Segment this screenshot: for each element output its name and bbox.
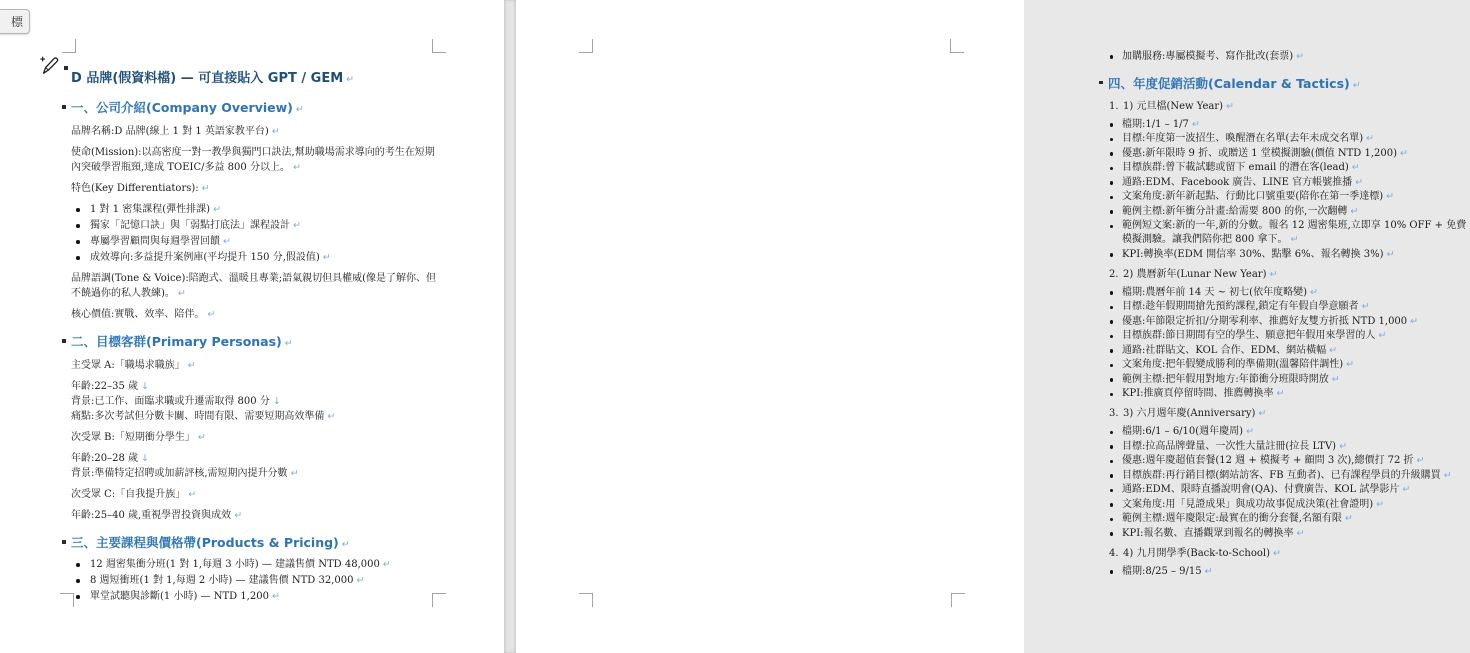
pilcrow-return-mark: ↵	[1416, 455, 1425, 466]
text-run: 通路:EDM、限時直播說明會(QA)、付費廣告、KOL 試學影片	[1122, 484, 1400, 495]
bullet-icon	[1110, 123, 1114, 127]
paragraph[interactable]	[71, 379, 439, 424]
bullet-item[interactable]	[1108, 219, 1470, 247]
text-run: 12 週密集衝分班(1 對 1,每週 3 小時) — 建議售價 NTD 48,000	[90, 559, 380, 570]
text-run: 4) 九月開學季(Back-to-School)	[1123, 547, 1270, 559]
bullet-item[interactable]	[71, 234, 439, 249]
pilcrow-return-mark: ↵	[1378, 330, 1387, 341]
text-run: 2) 農曆新年(Lunar New Year)	[1123, 268, 1267, 280]
outline-marker-icon	[62, 105, 66, 109]
text-run: 單堂試聽與診斷(1 小時) — NTD 1,200	[90, 591, 269, 602]
text-run: 目標:趁年假期間搶先預約課程,鎖定有年假自學意願者	[1122, 301, 1359, 312]
document-page-1[interactable]	[0, 0, 504, 653]
pilcrow-return-mark: ↵	[1376, 498, 1385, 510]
crop-mark-page2-top-left	[579, 39, 593, 53]
bullet-icon	[1110, 55, 1114, 59]
bullet-icon	[76, 595, 80, 599]
text-run: 目標族群:曾下載試聽或留下 email 的潛在客(lead)	[1122, 162, 1349, 173]
pilcrow-return-mark: ↵	[341, 539, 350, 550]
paragraph[interactable]	[71, 307, 439, 322]
list-number: 3.	[1109, 408, 1119, 419]
bullet-icon	[1110, 181, 1114, 185]
bullet-item[interactable]	[1108, 358, 1470, 372]
pilcrow-return-mark: ↵	[1402, 484, 1411, 495]
pilcrow-return-mark: ↵	[197, 432, 206, 443]
pilcrow-return-mark: ↵	[327, 411, 336, 422]
pilcrow-return-mark: ↵	[1276, 388, 1285, 399]
paragraph[interactable]	[71, 145, 439, 175]
text-run: 特色(Key Differentiators):	[71, 183, 199, 194]
bullet-icon	[76, 563, 80, 567]
text-run: 檔期:農曆年前 14 天 ~ 初七(依年度略變)	[1122, 286, 1307, 298]
pilcrow-return-mark: ↵	[1344, 513, 1353, 524]
bullet-item[interactable]	[1108, 190, 1470, 204]
bullet-icon	[1110, 210, 1114, 214]
text-run: D 品牌(假資料檔) — 可直接貼入 GPT / GEM	[71, 71, 344, 86]
pilcrow-return-mark: ↵	[1269, 268, 1278, 280]
pilcrow-return-mark: ↵	[322, 252, 331, 263]
bullet-item[interactable]	[1108, 315, 1470, 329]
paragraph[interactable]	[71, 124, 439, 139]
text-run: 一、公司介紹(Company Overview)	[71, 100, 293, 115]
pilcrow-return-mark: ↵	[290, 468, 299, 479]
linebreak-mark: ↓	[272, 396, 281, 407]
text-run: 四、年度促銷活動(Calendar & Tactics)	[1108, 75, 1350, 91]
text-run: 檔期:6/1 – 6/10(週年慶周)	[1122, 426, 1244, 437]
bullet-icon	[1110, 378, 1114, 382]
bullet-icon	[1110, 167, 1114, 171]
text-run: 1) 元旦檔(New Year)	[1123, 100, 1224, 112]
text-run: 主受眾 A:「職場求職族」	[71, 360, 185, 371]
bullet-icon	[1110, 503, 1114, 507]
bullet-item[interactable]	[1108, 286, 1470, 300]
bullet-icon	[1110, 445, 1114, 449]
pilcrow-return-mark: ↵	[177, 288, 186, 299]
linebreak-mark: ↓	[141, 453, 149, 464]
text-run: 背景:已工作、面臨求職或升遷需取得 800 分	[71, 396, 270, 407]
numbered-item[interactable]	[1108, 547, 1470, 561]
pilcrow-return-mark: ↵	[201, 183, 210, 194]
text-run: 獨家「記憶口訣」與「弱點打底法」課程設計	[90, 220, 290, 231]
bullet-item[interactable]	[1108, 205, 1470, 219]
bullet-icon	[1110, 306, 1114, 310]
linebreak-mark: ↓	[141, 381, 149, 392]
pilcrow-return-mark: ↵	[1366, 133, 1375, 144]
bullet-item[interactable]	[1108, 483, 1470, 497]
style-tooltip	[0, 9, 30, 34]
pilcrow-return-mark: ↵	[1339, 440, 1348, 452]
pilcrow-return-mark: ↵	[188, 489, 197, 500]
outline-marker-icon	[62, 540, 66, 544]
pilcrow-return-mark: ↵	[1346, 359, 1355, 370]
text-run: 範例短文案:新的一年,新的分數。報名 12 週密集班,立即享 10% OFF + 免費模擬測驗。讓我們陪你把 800 拿下。	[1122, 220, 1467, 245]
section-heading[interactable]	[71, 99, 439, 118]
pilcrow-return-mark: ↵	[1386, 248, 1395, 260]
bullet-item[interactable]	[1108, 161, 1470, 175]
bullet-item[interactable]	[1108, 132, 1470, 146]
bullet-item[interactable]	[1108, 373, 1470, 387]
crop-mark-page2-top-right	[950, 39, 964, 53]
bullet-icon	[1110, 320, 1114, 324]
pilcrow-return-mark: ↵	[1352, 79, 1361, 91]
outline-marker-icon	[64, 66, 68, 70]
bullet-item[interactable]	[1108, 118, 1470, 132]
text-run: 1 對 1 密集課程(彈性排課)	[90, 204, 211, 215]
pilcrow-return-mark: ↵	[1290, 234, 1299, 245]
text-run: 目標族群:再行銷目標(網站訪客、FB 互動者)、已有課程學員的升級購買	[1122, 469, 1441, 481]
bullet-icon	[1110, 225, 1114, 229]
section-heading[interactable]	[71, 534, 439, 553]
bullet-icon	[1110, 474, 1114, 478]
crop-mark-page1-top-right	[432, 39, 446, 53]
pilcrow-return-mark: ↵	[1350, 205, 1359, 217]
paragraph[interactable]	[71, 430, 439, 445]
pilcrow-return-mark: ↵	[187, 360, 196, 371]
section-heading[interactable]	[71, 333, 439, 352]
bullet-item[interactable]	[1108, 147, 1470, 161]
numbered-item[interactable]	[1108, 100, 1470, 114]
pilcrow-return-mark: ↵	[1361, 301, 1370, 312]
bullet-icon	[1110, 253, 1114, 257]
paragraph[interactable]	[71, 508, 439, 523]
numbered-item[interactable]	[1108, 407, 1470, 421]
crop-mark-page1-bottom-right	[432, 593, 446, 607]
pilcrow-return-mark: ↵	[1400, 147, 1409, 159]
outline-marker-icon	[62, 339, 66, 343]
bullet-item[interactable]	[1108, 498, 1470, 512]
pilcrow-return-mark: ↵	[284, 338, 293, 349]
bullet-item[interactable]	[71, 202, 439, 217]
bullet-item[interactable]	[1108, 344, 1470, 358]
bullet-item[interactable]	[71, 589, 439, 604]
pilcrow-return-mark: ↵	[1272, 547, 1281, 559]
text-run: 三、主要課程與價格帶(Products & Pricing)	[71, 535, 339, 550]
text-run: 成效導向:多益提升案例庫(平均提升 150 分,假設值)	[90, 252, 320, 263]
pilcrow-return-mark: ↵	[271, 591, 280, 602]
bullet-icon	[1110, 138, 1114, 142]
bullet-item[interactable]	[71, 250, 439, 265]
page-gap	[504, 0, 516, 653]
text-run: 3) 六月週年慶(Anniversary)	[1123, 408, 1256, 419]
text-run: 目標:年度第一波招生、喚醒潛在名單(去年未成交名單)	[1122, 133, 1364, 144]
text-run: 範例主標:把年假用對地方:年節衝分班限時開放	[1122, 373, 1329, 385]
pilcrow-return-mark: ↵	[293, 220, 301, 231]
bullet-icon	[1110, 393, 1114, 397]
bullet-item[interactable]	[71, 557, 439, 572]
bullet-icon	[76, 208, 80, 212]
pilcrow-return-mark: ↵	[382, 559, 391, 570]
bullet-item[interactable]	[1108, 387, 1470, 401]
bullet-item[interactable]	[1108, 425, 1470, 439]
text-run: 檔期:8/25 – 9/15	[1122, 565, 1202, 577]
pilcrow-return-mark: ↵	[1258, 408, 1267, 419]
text-run: 加購服務:專屬模擬考、寫作批改(套票)	[1122, 50, 1294, 62]
crop-mark-page1-bottom-left	[60, 593, 74, 607]
bullet-icon	[1110, 489, 1114, 493]
pilcrow-return-mark: ↵	[213, 204, 222, 215]
pilcrow-return-mark: ↵	[292, 162, 301, 173]
bullet-item[interactable]	[1108, 248, 1470, 262]
text-run: 品牌名稱:D 品牌(線上 1 對 1 英語家教平台)	[71, 126, 269, 137]
bullet-item[interactable]	[1108, 565, 1470, 579]
pilcrow-return-mark: ↵	[1296, 50, 1305, 62]
pilcrow-return-mark: ↵	[1329, 344, 1338, 356]
text-run: 通路:社群貼文、KOL 合作、EDM、網站橫幅	[1122, 344, 1327, 356]
bullet-icon	[76, 256, 80, 260]
crop-mark-page2-bottom-right	[951, 593, 965, 607]
text-run: 使命(Mission):以高密度一對一教學與獨門口訣法,幫助職場需求導向的考生在短期內突破學習瓶頸,達成 TOEIC/多益 800 分以上。	[71, 147, 435, 173]
bullet-icon	[1110, 460, 1114, 464]
text-run: 範例主標:新年衝分計畫:給需要 800 的你,一次翻轉	[1122, 205, 1348, 217]
outline-marker-icon	[1099, 81, 1103, 85]
text-run: 次受眾 B:「短期衝分學生」	[71, 432, 195, 443]
text-run: 品牌語調(Tone & Voice):陪跑式、溫暖且專業;語氣親切但具權威(像是了解你、但不饒過你的私人教練)。	[71, 273, 437, 299]
text-run: KPI:推廣頁停留時間、推薦轉換率	[1122, 388, 1274, 399]
text-run: 範例主標:週年慶限定:最實在的衝分套餐,名額有限	[1122, 513, 1342, 524]
pilcrow-return-mark: ↵	[1226, 100, 1235, 112]
paragraph[interactable]	[71, 451, 439, 481]
section-heading[interactable]	[1108, 75, 1470, 94]
pilcrow-return-mark: ↵	[271, 126, 280, 137]
bullet-item[interactable]	[1108, 454, 1470, 468]
text-run: 目標:拉高品牌聲量、一次性大量註冊(拉長 LTV)	[1122, 440, 1337, 452]
bullet-item[interactable]	[71, 573, 439, 588]
text-run: 年齡:22–35 歲	[71, 381, 138, 392]
text-run: 目標族群:節日期間有空的學生、願意把年假用來學習的人	[1122, 330, 1376, 341]
text-run: KPI:轉換率(EDM 開信率 30%、點擊 6%、報名轉換 3%)	[1122, 248, 1384, 260]
bullet-icon	[1110, 431, 1114, 435]
text-run: 8 週短衝班(1 對 1,每週 2 小時) — 建議售價 NTD 32,000	[90, 575, 354, 586]
text-run: 文案角度:用「見證成果」與成功故事促成決策(社會證明)	[1122, 498, 1374, 510]
text-run: 背景:準備特定招聘或加薪評核,需短期內提升分數	[71, 468, 288, 479]
text-run: 專屬學習顧問與每週學習回饋	[90, 236, 220, 247]
pilcrow-return-mark: ↵	[346, 74, 355, 85]
text-run: KPI:報名數、直播觀眾到報名的轉換率	[1122, 527, 1294, 539]
paragraph[interactable]	[71, 271, 439, 301]
text-run: 次受眾 C:「自我提升族」	[71, 489, 186, 500]
text-run: 痛點:多次考試但分數卡關、時間有限、需要短期高效準備	[71, 411, 325, 422]
paragraph[interactable]	[71, 487, 439, 502]
text-run: 年齡:25–40 歲,重視學習投資與成效	[71, 510, 232, 521]
paragraph[interactable]	[71, 358, 439, 373]
bullet-icon	[1110, 532, 1114, 536]
list-number: 2.	[1109, 268, 1119, 280]
pilcrow-return-mark: ↵	[234, 510, 243, 521]
text-run: 文案角度:新年新起點、行動比口號重要(陪你在第一季達標)	[1122, 191, 1384, 202]
list-number: 1.	[1109, 100, 1119, 112]
pilcrow-return-mark: ↵	[295, 104, 304, 115]
text-run: 優惠:週年慶超值套餐(12 週 + 模擬考 + 顧問 3 次),總價打 72 折	[1122, 455, 1414, 466]
bullet-item[interactable]	[1108, 300, 1470, 314]
pilcrow-return-mark: ↵	[1296, 527, 1305, 539]
doc-title[interactable]	[71, 70, 439, 88]
bullet-item[interactable]	[1108, 469, 1470, 483]
text-run: 通路:EDM、Facebook 廣告、LINE 官方帳號推播	[1122, 176, 1353, 188]
bullet-icon	[1110, 335, 1114, 339]
text-run: 檔期:1/1 – 1/7	[1122, 118, 1189, 130]
bullet-item[interactable]	[1108, 527, 1470, 541]
text-run: 年齡:20–28 歲	[71, 453, 138, 464]
pilcrow-return-mark: ↵	[1191, 118, 1200, 130]
bullet-icon	[1110, 349, 1114, 353]
text-run: 核心價值:實戰、效率、陪伴。	[71, 309, 205, 320]
pilcrow-return-mark: ↵	[356, 575, 365, 586]
bullet-item[interactable]	[1108, 329, 1470, 343]
pilcrow-return-mark: ↵	[1355, 176, 1364, 188]
page-1-content[interactable]	[71, 70, 439, 605]
pilcrow-return-mark: ↵	[1443, 469, 1452, 481]
bullet-item[interactable]	[1108, 176, 1470, 190]
bullet-icon	[1110, 364, 1114, 368]
bullet-item[interactable]	[1108, 440, 1470, 454]
bullet-icon	[1110, 518, 1114, 522]
pilcrow-return-mark: ↵	[207, 309, 216, 320]
text-run: 優惠:新年限時 9 折、或贈送 1 堂模擬測驗(價值 NTD 1,200)	[1122, 147, 1398, 159]
list-number: 4.	[1109, 547, 1119, 559]
text-run: 優惠:年節限定折扣/分期零利率、推薦好友雙方折抵 NTD 1,000	[1122, 315, 1408, 327]
page-2-content[interactable]	[1108, 49, 1470, 579]
pilcrow-return-mark: ↵	[1204, 565, 1213, 577]
bullet-item[interactable]	[1108, 512, 1470, 526]
crop-mark-page2-bottom-left	[579, 593, 593, 607]
numbered-item[interactable]	[1108, 268, 1470, 282]
pilcrow-return-mark: ↵	[1310, 286, 1318, 298]
crop-mark-page1-top-left	[62, 39, 76, 53]
bullet-icon	[1110, 291, 1114, 295]
bullet-icon	[76, 579, 80, 583]
document-page-2[interactable]	[516, 0, 1467, 653]
paragraph[interactable]	[71, 181, 439, 196]
bullet-icon	[76, 240, 80, 244]
pilcrow-return-mark: ↵	[1246, 426, 1255, 437]
style-tooltip-label: 標	[10, 15, 23, 29]
bullet-icon	[1110, 196, 1114, 200]
pilcrow-return-mark: ↵	[1351, 162, 1360, 173]
pilcrow-return-mark: ↵	[1386, 191, 1395, 202]
pilcrow-return-mark: ↵	[223, 236, 231, 247]
bullet-icon	[76, 224, 80, 228]
text-run: 二、目標客群(Primary Personas)	[71, 334, 282, 349]
pen-cursor-icon	[39, 54, 61, 76]
bullet-icon	[1110, 152, 1114, 156]
bullet-icon	[1110, 570, 1114, 574]
pilcrow-return-mark: ↵	[1331, 373, 1340, 385]
text-run: 文案角度:把年假變成勝利的準備期(溫馨陪伴調性)	[1122, 359, 1344, 370]
bullet-item[interactable]	[71, 218, 439, 233]
bullet-item[interactable]	[1108, 50, 1470, 64]
pilcrow-return-mark: ↵	[1410, 315, 1419, 327]
